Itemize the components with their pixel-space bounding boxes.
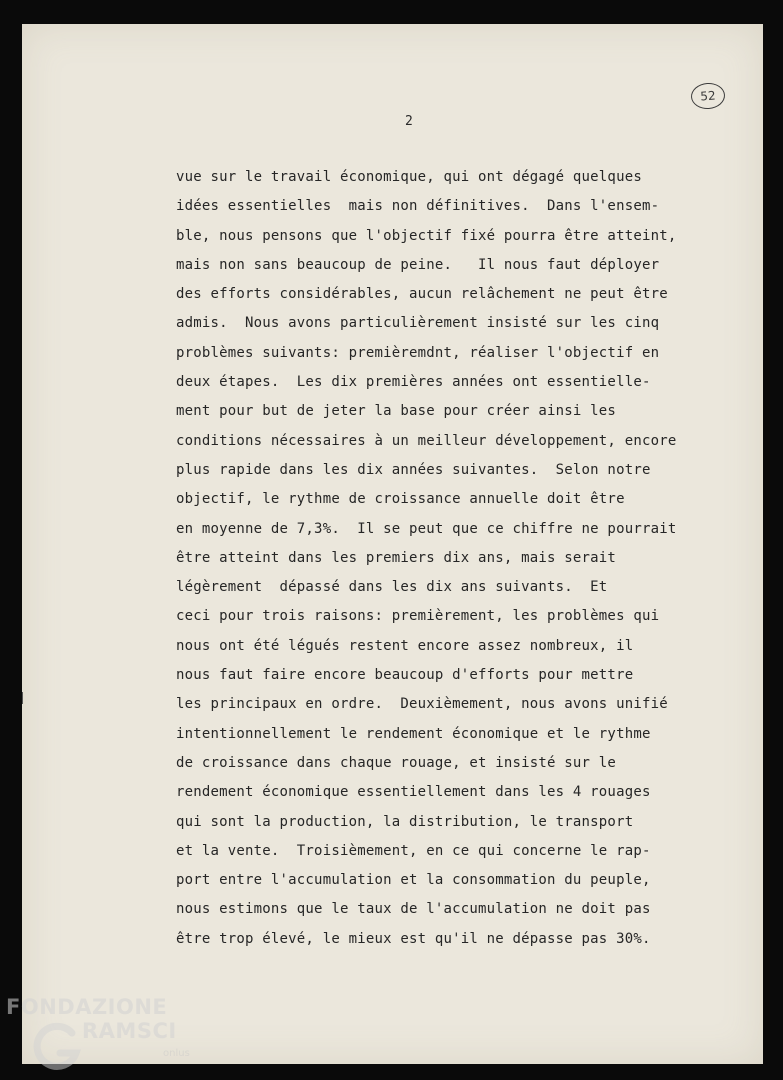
text-line: ble, nous pensons que l'objectif fixé pourra être atteint, xyxy=(176,227,677,244)
text-line: de croissance dans chaque rouage, et insisté sur le xyxy=(176,754,617,771)
archive-number-stamp: 52 xyxy=(690,82,726,110)
text-line: rendement économique essentiellement dans les 4 rouages xyxy=(176,784,651,801)
text-line: les principaux en ordre. Deuxièmement, nous avons unifié xyxy=(176,696,668,713)
text-line: nous faut faire encore beaucoup d'efforts pour mettre xyxy=(176,667,634,684)
text-line: nous estimons que le taux de l'accumulation ne doit pas xyxy=(176,901,651,918)
typed-text-body xyxy=(176,163,676,954)
text-line: en moyenne de 7,3%. Il se peut que ce chiffre ne pourrait xyxy=(176,520,677,537)
page-number: 2 xyxy=(405,114,413,129)
g-logo-icon xyxy=(32,1021,84,1073)
text-line: nous ont été légués restent encore assez nombreux, il xyxy=(176,637,634,654)
text-line: et la vente. Troisièmement, en ce qui concerne le rap- xyxy=(176,842,651,859)
text-line: admis. Nous avons particulièrement insisté sur les cinq xyxy=(176,315,660,332)
text-line: ceci pour trois raisons: premièrement, les problèmes qui xyxy=(176,608,660,625)
text-line: objectif, le rythme de croissance annuelle doit être xyxy=(176,491,625,508)
text-line: conditions nécessaires à un meilleur développement, encore xyxy=(176,432,677,449)
watermark-line-3: onlus xyxy=(163,1048,190,1059)
text-line: des efforts considérables, aucun relâchement ne peut être xyxy=(176,286,668,303)
text-line: plus rapide dans les dix années suivantes. Selon notre xyxy=(176,461,651,478)
document-page xyxy=(22,24,763,1064)
text-line: ment pour but de jeter la base pour créer ainsi les xyxy=(176,403,617,420)
text-line: être trop élevé, le mieux est qu'il ne dépasse pas 30%. xyxy=(176,930,651,947)
text-line: être atteint dans les premiers dix ans, mais serait xyxy=(176,549,617,566)
text-line: vue sur le travail économique, qui ont dégagé quelques xyxy=(176,169,642,185)
text-line: deux étapes. Les dix premières années ont essentielle- xyxy=(176,374,651,391)
text-line: qui sont la production, la distribution, le transport xyxy=(176,813,634,830)
text-line: légèrement dépassé dans les dix ans suivants. Et xyxy=(176,579,608,596)
text-line: intentionnellement le rendement économique et le rythme xyxy=(176,725,651,742)
binding-mark xyxy=(22,692,23,704)
text-line: idées essentielles mais non définitives. Dans l'ensem- xyxy=(176,198,660,215)
watermark-line-2: RAMSCI xyxy=(82,1019,177,1043)
fondazione-gramsci-watermark xyxy=(6,995,206,1075)
text-line: port entre l'accumulation et la consommation du peuple, xyxy=(176,872,651,889)
text-line: problèmes suivants: premièremdnt, réaliser l'objectif en xyxy=(176,344,660,361)
text-line: mais non sans beaucoup de peine. Il nous faut déployer xyxy=(176,256,660,273)
watermark-line-1: FONDAZIONE xyxy=(6,995,168,1019)
